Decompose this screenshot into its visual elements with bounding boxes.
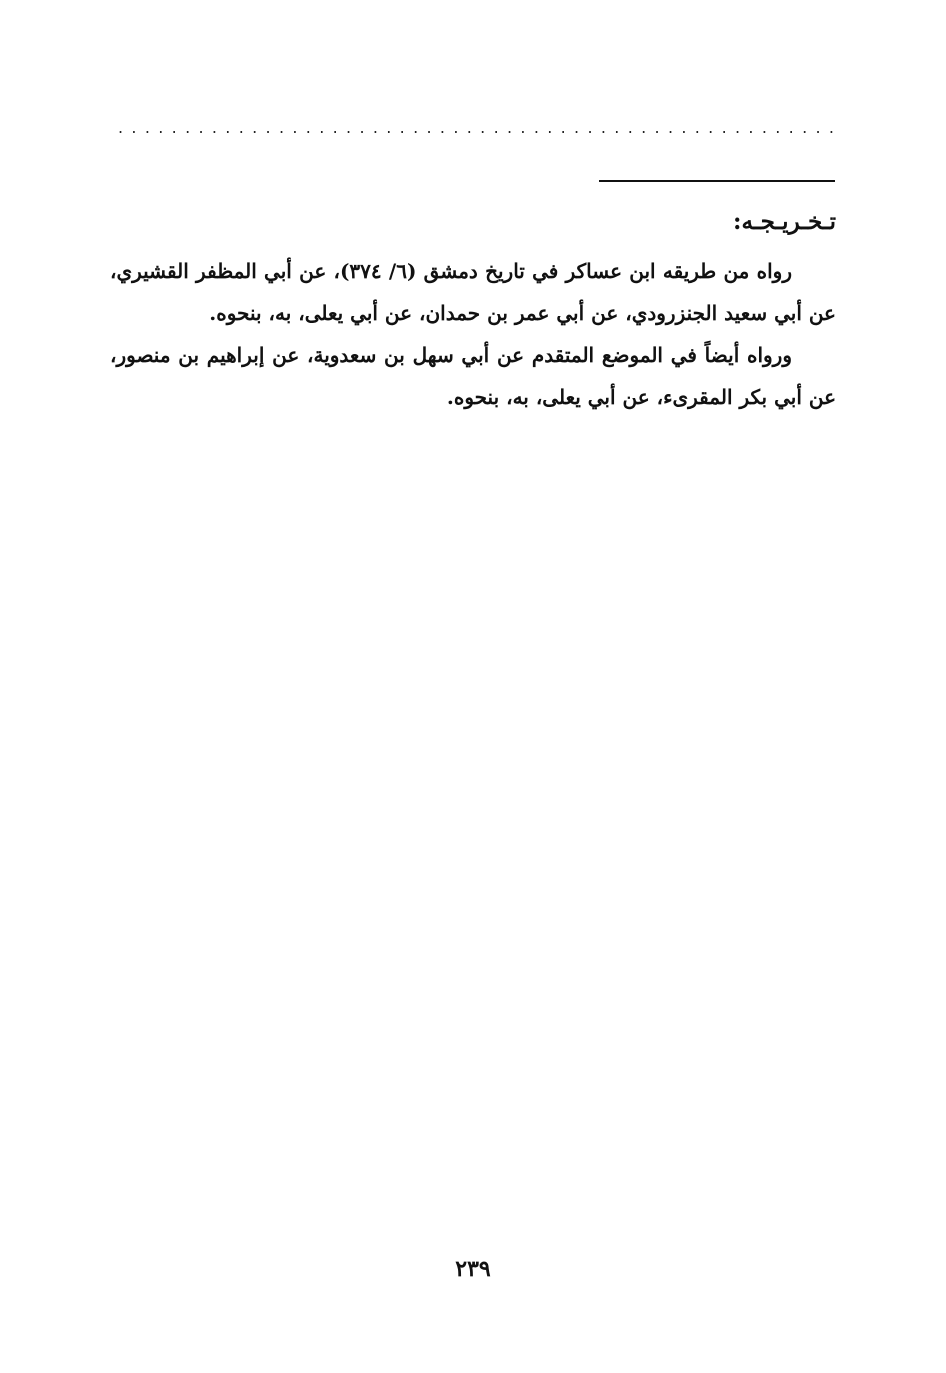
dotted-separator: . . . . . . . . . . . . . . . . . . . . . . . . . . . . . . . . . . . . . . . . . . . . . . . . . . . . . . bbox=[118, 118, 834, 137]
section-heading: تـخـريـجـه: bbox=[733, 208, 836, 235]
takhrij-section bbox=[110, 204, 836, 418]
page-number: ٢٣٩ bbox=[455, 1256, 491, 1282]
heading-rule bbox=[599, 180, 835, 182]
paragraph-2: ورواه أيضاً في الموضع المتقدم عن أبي سهل بن سعدوية، عن إبراهيم بن منصور، عن أبي بكر المقرىء، عن أبي يعلى، به، بنحوه. bbox=[110, 343, 836, 409]
paragraph-1: رواه من طريقه ابن عساكر في تاريخ دمشق (٦/ ٣٧٤)، عن أبي المظفر القشيري، عن أبي سعيد الجنزرودي، عن أبي عمر بن حمدان، عن أبي يعلى، به، بنحوه. bbox=[110, 259, 836, 325]
